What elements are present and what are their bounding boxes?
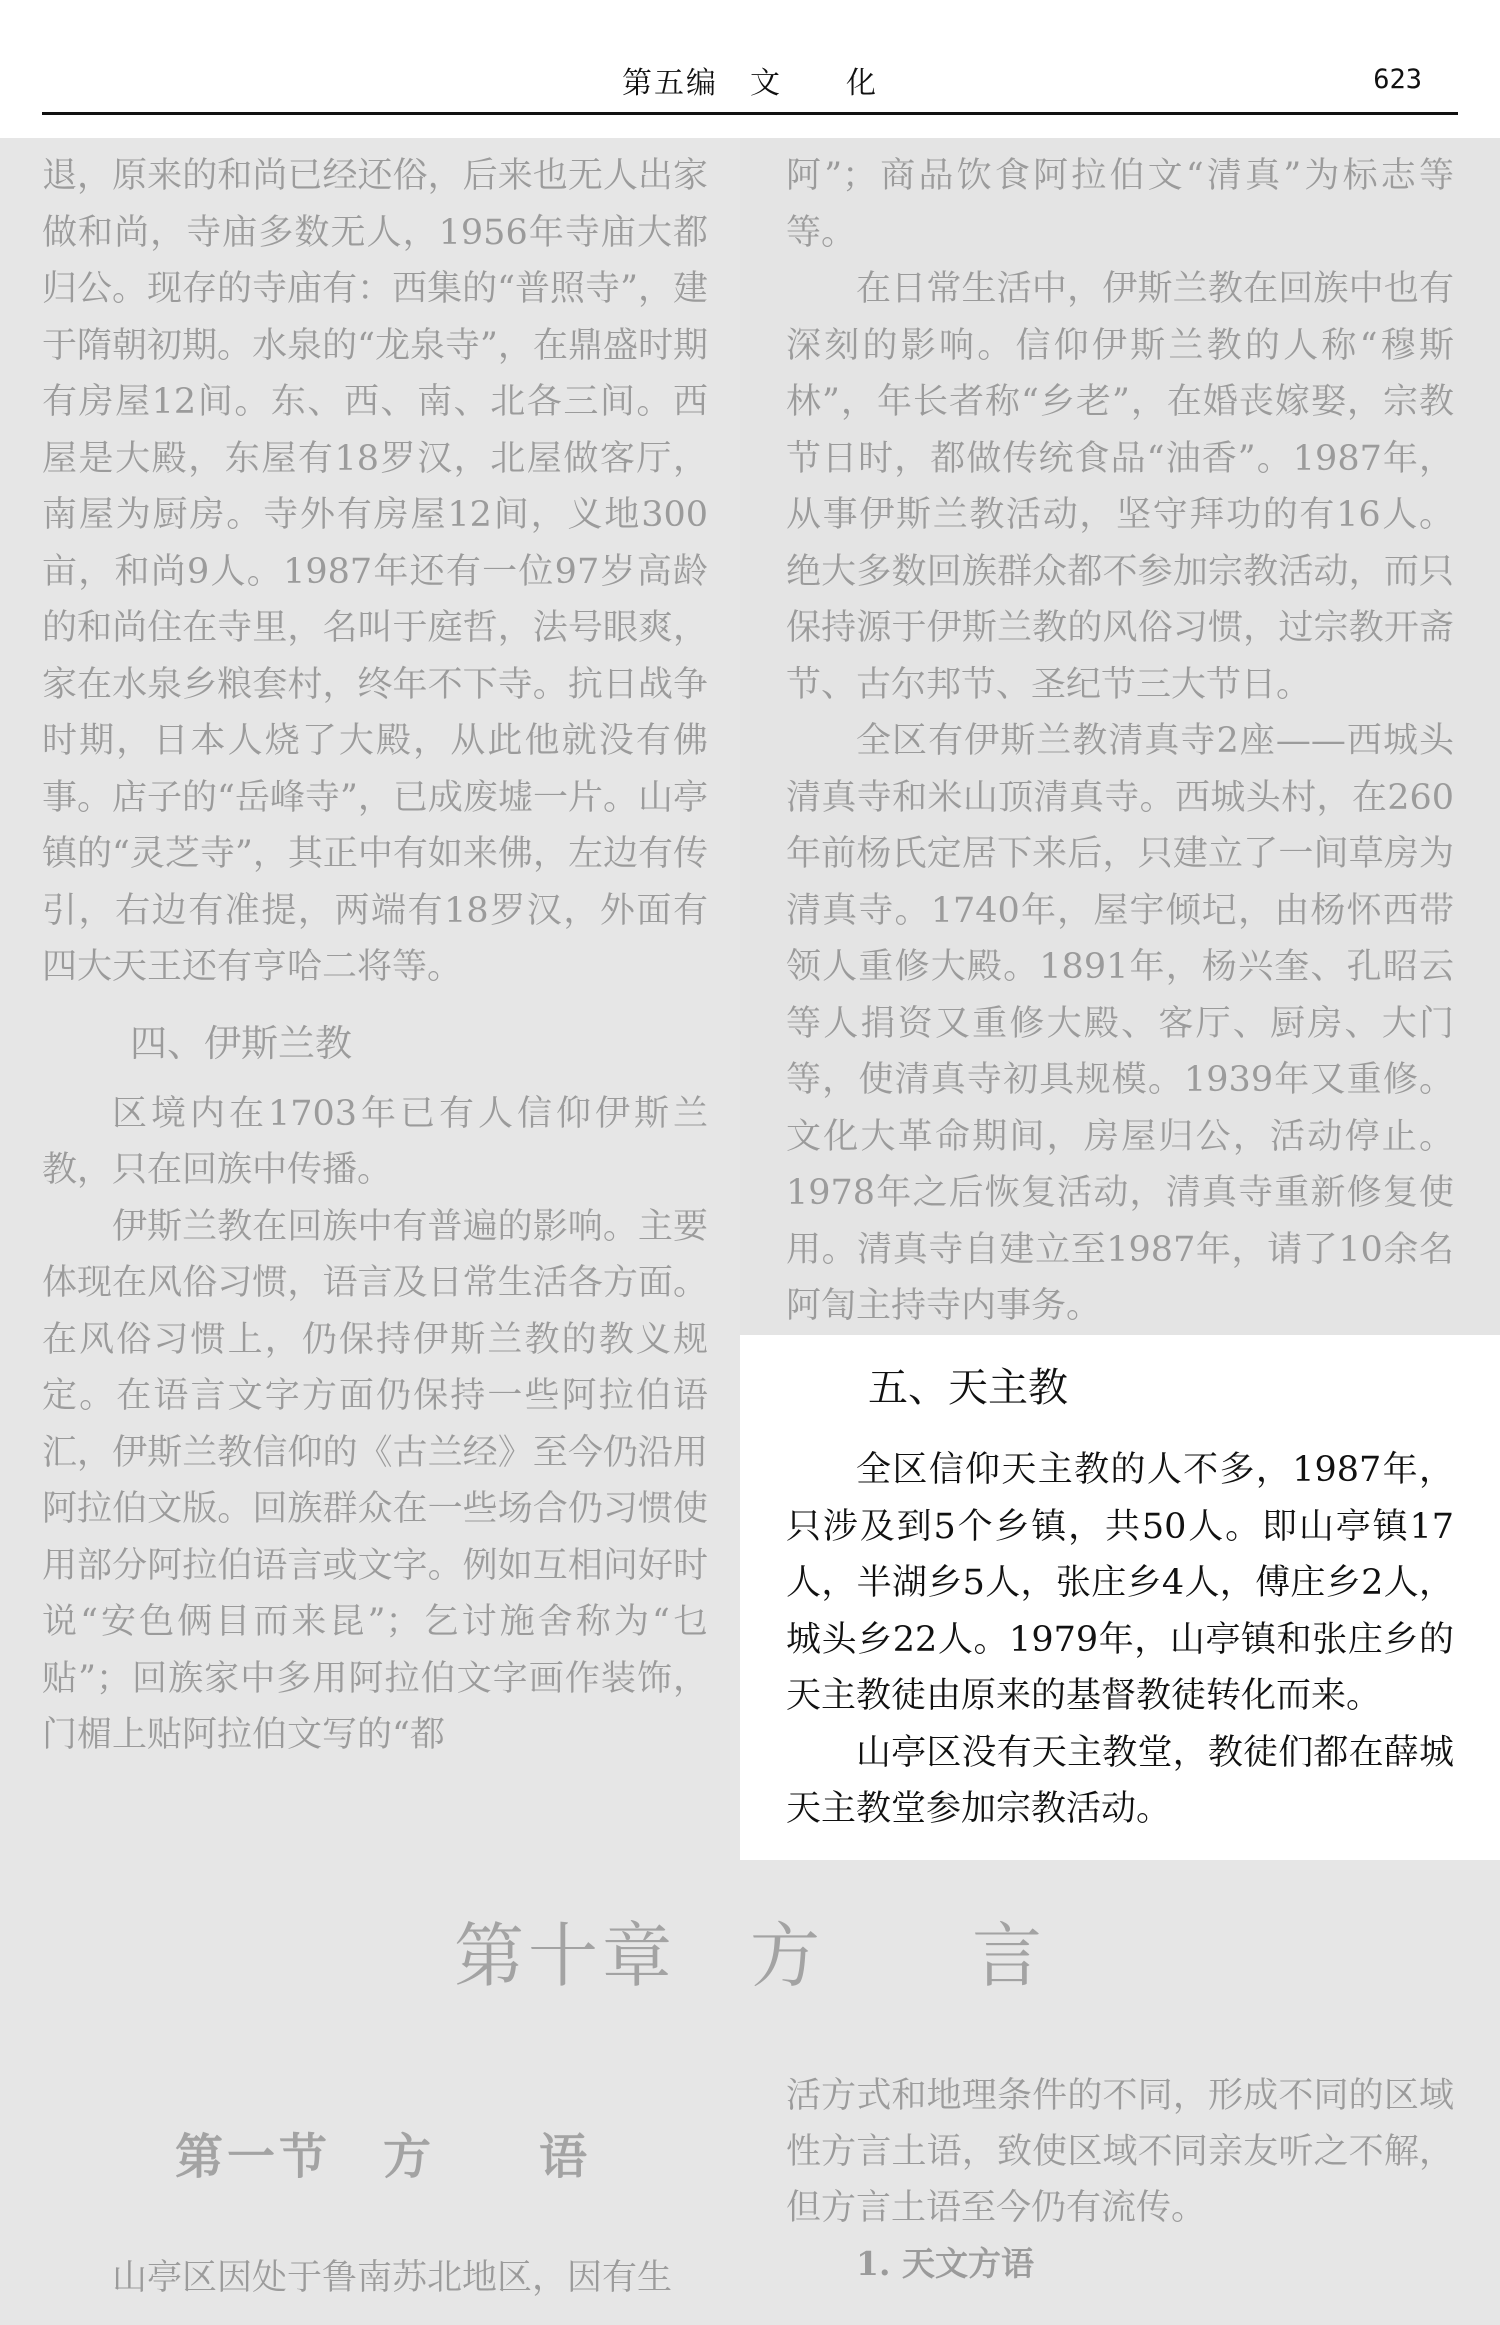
dialect-continued-text: 活方式和地理条件的不同，形成不同的区域性方言土语，致使区域不同亲友听之不解，但方言土语至今仍有流传。 — [786, 2076, 1454, 2228]
section-title: 第一节 方 语 — [175, 2129, 592, 2185]
islam-paragraph: 伊斯兰教在回族中有普遍的影响。主要体现在风俗习惯，语言及日常生活各方面。在风俗习惯上，仍保持伊斯兰教的教义规定。在语言文字方面仍保持一些阿拉伯语汇，伊斯兰教信仰的《古兰经》至今仍沿用阿拉伯文版。回族群众在一些场合仍习惯使用部分阿拉伯语言或文字。例如互相问好时说“安色俩目而来昆”；乞讨施舍称为“乜贴”；回族家中多用阿拉伯文字画作装饰，门楣上贴阿拉伯文写的“都 — [42, 1206, 708, 1755]
catholic-paragraph: 全区信仰天主教的人不多，1987年，只涉及到5个乡镇，共50人。即山亭镇17人，半湖乡5人，张庄乡4人，傅庄乡2人，城头乡22人。1979年，山亭镇和张庄乡的天主教徒由原来的基督教徒转化而来。 — [786, 1450, 1454, 1716]
right-column — [786, 148, 1454, 1335]
dialect-intro-text: 山亭区因处于鲁南苏北地区，因有生 — [112, 2258, 673, 2298]
left-column — [42, 148, 708, 1764]
buddhism-paragraph: 退，原来的和尚已经还俗，后来也无人出家做和尚，寺庙多数无人，1956年寺庙大都归公。现存的寺庙有：西集的“普照寺”，建于隋朝初期。水泉的“龙泉寺”，在鼎盛时期有房屋12间。东、西、南、北各三间。西屋是大殿，东屋有18罗汉，北屋做客厅，南屋为厨房。寺外有房屋12间，义地300亩，和尚9人。1987年还有一位97岁高龄的和尚住在寺里，名叫于庭哲，法号眼爽，家在水泉乡粮套村，终年不下寺。抗日战争时期，日本人烧了大殿，从此他就没有佛事。店子的“岳峰寺”，已成废墟一片。山亭镇的“灵芝寺”，其正中有如来佛，左边有传引，右边有准提，两端有18罗汉，外面有四大天王还有亨哈二将等。 — [42, 156, 708, 987]
chapter-title: 第十章 方 言 — [454, 1915, 1046, 1997]
header-rule — [42, 112, 1458, 115]
dialect-continued — [786, 2068, 1454, 2292]
islam-heading: 四、伊斯兰教 — [130, 1021, 352, 1065]
header-title: 第五编 文 化 — [622, 66, 878, 101]
page-number: 623 — [1373, 64, 1422, 95]
catholic-section — [786, 1442, 1454, 1838]
catholic-paragraph: 山亭区没有天主教堂，教徒们都在薛城天主教堂参加宗教活动。 — [786, 1732, 1454, 1829]
catholic-heading: 五、天主教 — [868, 1365, 1068, 1411]
islam-daily-life-paragraph: 在日常生活中，伊斯兰教在回族中也有深刻的影响。信仰伊斯兰教的人称“穆斯林”，年长者称“乡老”，在婚丧嫁娶，宗教节日时，都做传统食品“油香”。1987年，从事伊斯兰教活动，坚守拜功的有16人。绝大多数回族群众都不参加宗教活动，而只保持源于伊斯兰教的风俗习惯，过宗教开斋节、古尔邦节、圣纪节三大节日。 — [786, 269, 1454, 705]
islam-continued-paragraph: 阿”；商品饮食阿拉伯文“清真”为标志等等。 — [786, 156, 1454, 253]
mosque-paragraph: 全区有伊斯兰教清真寺2座——西城头清真寺和米山顶清真寺。西城头村，在260年前杨氏定居下来后，只建立了一间草房为清真寺。1740年，屋宇倾圮，由杨怀西带领人重修大殿。1891年，杨兴奎、孔昭云等人捐资又重修大殿、客厅、厨房、大门等，使清真寺初具规模。1939年又重修。文化大革命期间，房屋归公，活动停止。1978年之后恢复活动，清真寺重新修复使用。清真寺自建立至1987年，请了10余名阿訇主持寺内事务。 — [786, 721, 1454, 1326]
sub-item-astronomy: 1. 天文方语 — [856, 2244, 1034, 2283]
islam-paragraph: 区境内在1703年已有人信仰伊斯兰教，只在回族中传播。 — [42, 1093, 708, 1190]
page-header — [0, 0, 1500, 138]
